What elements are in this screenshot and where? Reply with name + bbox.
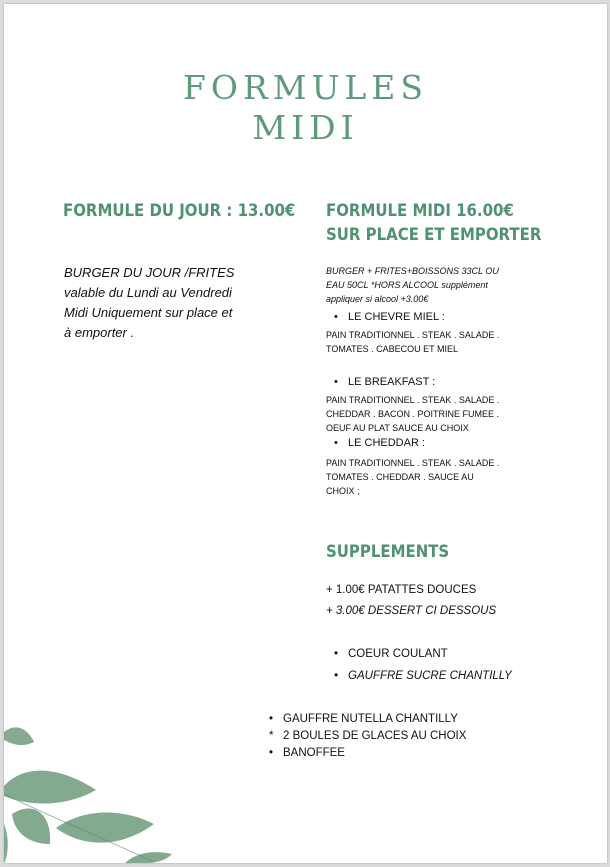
dessert-item xyxy=(334,669,512,683)
dessert-item xyxy=(269,712,458,726)
title-line-1: FORMULES xyxy=(182,68,428,107)
dessert-label: COEUR COULANT xyxy=(348,648,448,660)
description-line: à emporter . xyxy=(64,325,135,340)
bullet-marker: • xyxy=(269,713,274,725)
burger-desc-line: CHOIX ; xyxy=(326,486,360,496)
burger-desc-line: PAIN TRADITIONNEL . STEAK . SALADE . xyxy=(326,395,500,405)
burger-desc-line: TOMATES . CHEDDAR . SAUCE AU xyxy=(326,472,474,482)
burger-name: LE BREAKFAST : xyxy=(348,376,436,388)
formule-midi-heading: FORMULE MIDI 16.00€ xyxy=(326,201,514,221)
menu-page xyxy=(4,4,607,863)
intro-line: BURGER + FRITES+BOISSONS 33CL OU xyxy=(326,266,499,276)
description-line: Midi Uniquement sur place et xyxy=(64,305,233,320)
bullet-marker: • xyxy=(334,670,339,682)
description-line: BURGER DU JOUR /FRITES xyxy=(64,265,235,280)
burger-desc-line: TOMATES . CABECOU ET MIEL xyxy=(326,344,459,354)
title-line-2: MIDI xyxy=(252,108,359,147)
burger-desc-line: OEUF AU PLAT SAUCE AU CHOIX xyxy=(326,423,469,433)
bullet-marker: • xyxy=(334,376,338,388)
leaves-icon xyxy=(4,704,204,863)
burger-name: LE CHEVRE MIEL : xyxy=(348,311,445,323)
description-line: valable du Lundi au Vendredi xyxy=(64,285,232,300)
bullet-marker: • xyxy=(334,437,338,449)
supplements-heading: SUPPLEMENTS xyxy=(326,542,450,562)
dessert-label: 2 BOULES DE GLACES AU CHOIX xyxy=(283,730,467,742)
burger-desc-line: PAIN TRADITIONNEL . STEAK . SALADE . xyxy=(326,330,500,340)
supplement-dessert: + 3.00€ DESSERT CI DESSOUS xyxy=(326,605,497,617)
dessert-label: BANOFFEE xyxy=(283,747,345,759)
bullet-marker: • xyxy=(334,648,339,660)
dessert-item xyxy=(334,647,448,661)
formule-midi-subheading: SUR PLACE ET EMPORTER xyxy=(326,225,542,245)
dessert-item xyxy=(269,729,466,743)
intro-line: appliquer si alcool +3.00€ xyxy=(326,294,429,304)
dessert-label: GAUFFRE NUTELLA CHANTILLY xyxy=(283,713,458,725)
formule-midi-intro xyxy=(326,264,499,306)
bullet-marker: * xyxy=(269,730,274,742)
dessert-item xyxy=(269,746,345,760)
burger-item xyxy=(334,310,445,324)
supplement-sweet-potato: + 1.00€ PATATTES DOUCES xyxy=(326,584,477,596)
burger-description xyxy=(326,393,499,435)
burger-description xyxy=(326,456,499,498)
formule-du-jour-heading: FORMULE DU JOUR : 13.00€ xyxy=(63,201,296,221)
formule-du-jour-description xyxy=(64,263,294,343)
bullet-marker: • xyxy=(269,747,274,759)
burger-description xyxy=(326,328,499,356)
burger-desc-line: PAIN TRADITIONNEL . STEAK . SALADE . xyxy=(326,458,500,468)
burger-item xyxy=(334,436,425,450)
dessert-label: GAUFFRE SUCRE CHANTILLY xyxy=(348,670,512,682)
burger-desc-line: CHEDDAR . BACON . POITRINE FUMEE . xyxy=(326,409,500,419)
intro-line: EAU 50CL *HORS ALCOOL supplément xyxy=(326,280,488,290)
bullet-marker: • xyxy=(334,311,338,323)
burger-name: LE CHEDDAR : xyxy=(348,437,426,449)
burger-item xyxy=(334,375,435,389)
